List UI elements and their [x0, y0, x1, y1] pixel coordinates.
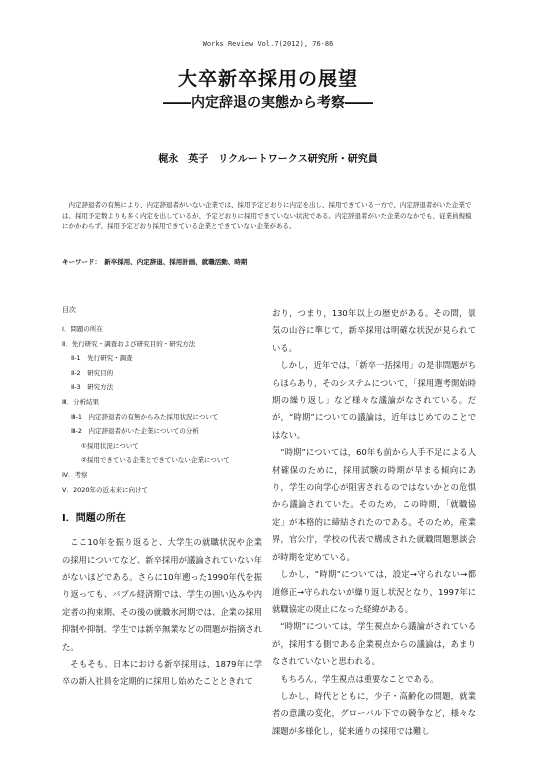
toc-item: Ⅰ．問題の所在 [62, 325, 103, 333]
toc-title: 目次 [62, 306, 76, 314]
left-body-text [62, 534, 262, 691]
body-paragraph: しかし，“時期”については，設定→守られない→都道修正→守られないが繰り返し状況となり，1997年に就職協定の廃止になった経緯がある。 [272, 569, 476, 614]
section-heading: Ⅰ．問題の所在 [62, 513, 126, 525]
toc-item: Ⅴ．2020年の近未来に向けて [62, 485, 148, 494]
keywords: キーワード： 新卒採用、内定辞退、採用計画、就職活動、時期 [62, 258, 248, 266]
toc-item: Ⅱ．先行研究・調査および研究目的・研究方法 [62, 339, 196, 348]
body-paragraph: “時期”については，60年も前から人手不足による人材確保のために，採用試験の時期が早まる傾向にあり，学生の向学心が阻害されるのではないかとの危惧から議論されていた。そのため，この時期，「就職協定」が本格的に締結されたのである。そのため，産業界，官公庁，学校の代表で構成された就職問題懇談会が時期を定めている。 [272, 447, 476, 562]
left-column [62, 305, 262, 691]
right-column [272, 305, 476, 740]
toc-item: ②採用できている企業とできていない企業について [81, 456, 230, 465]
abstract [62, 200, 474, 232]
toc-item: Ⅱ-2 研究目的 [71, 368, 114, 377]
toc-item: ①採用状況について [81, 441, 139, 450]
toc-item: Ⅲ-2 内定辞退者がいた企業についての分析 [71, 427, 199, 436]
abstract-paragraph: 内定辞退者の有無により、内定辞退者がいない企業では、採用予定どおりに内定を出し、採用できている一方で、内定辞退者がいた企業では、採用予定数よりも多く内定を出しているが、予定どおりに採用できていない状況である。内定辞退者がいた企業のなかでも、従業員規模にかかわらず、採用予定どおり採用できている企業とできていない企業がある。 [62, 201, 472, 230]
body-paragraph: おり，つまり，130年以上の歴史がある。その間，景気の山谷に準じて，新卒採用は明確な状況が見られている。 [272, 308, 476, 353]
toc-item: Ⅱ-1 先行研究・調査 [71, 354, 133, 363]
toc-item: Ⅲ．分析結果 [62, 397, 99, 406]
author-line: 梶永 英子 リクルートワークス研究所・研究員 [158, 154, 378, 165]
paper-subtitle: ――内定辞退の実態から考察―― [163, 95, 373, 111]
toc-item: Ⅱ-3 研究方法 [71, 383, 114, 392]
body-paragraph: ここ10年を振り返ると、大学生の就職状況や企業の採用についてなど、新卒採用が議論されていない年がないほどである。さらに10年遡った1990年代を振り返っても、バブル経済期では、学生の囲い込みや内定者の拘束期、その後の就職氷河期では、企業の採用抑制や抑制、学生では新卒無業などの問題が指摘された。 [62, 537, 262, 652]
body-paragraph: しかし，時代とともに，少子・高齢化の問題，就業者の意識の変化，グローバル下での競争など，様々な課題が多様化し，従来通りの採用では難し [272, 690, 476, 736]
body-paragraph: もちろん，学生視点は重要なことである。 [280, 673, 439, 684]
right-body-text [272, 305, 476, 740]
journal-line: Works Review Vol.7(2012), 76-86 [202, 40, 334, 48]
body-paragraph: “時期”については，学生視点から議論がされているが，採用する側である企業視点からの議論は，あまりなされていないと思われる。 [272, 621, 476, 667]
toc-item: Ⅳ．考察 [62, 470, 88, 479]
paper-title: 大卒新卒採用の展望 [177, 68, 358, 90]
body-paragraph: しかし，近年では，「新卒一括採用」の是非問題がちらほらあり，そのシステムについて，「採用選考開始時期の繰り返し」など様々な議論がなされている。だが，“時期”についての議論は，近年はじめてのことではない。 [272, 360, 476, 440]
toc-item: Ⅲ-1 内定辞退者の有無からみた採用状況について [71, 412, 219, 421]
body-paragraph: そもそも、日本における新卒採用は、1879年に学卒の新入社員を定期的に採用し始めたことときれて [62, 658, 262, 687]
table-of-contents [62, 322, 262, 497]
